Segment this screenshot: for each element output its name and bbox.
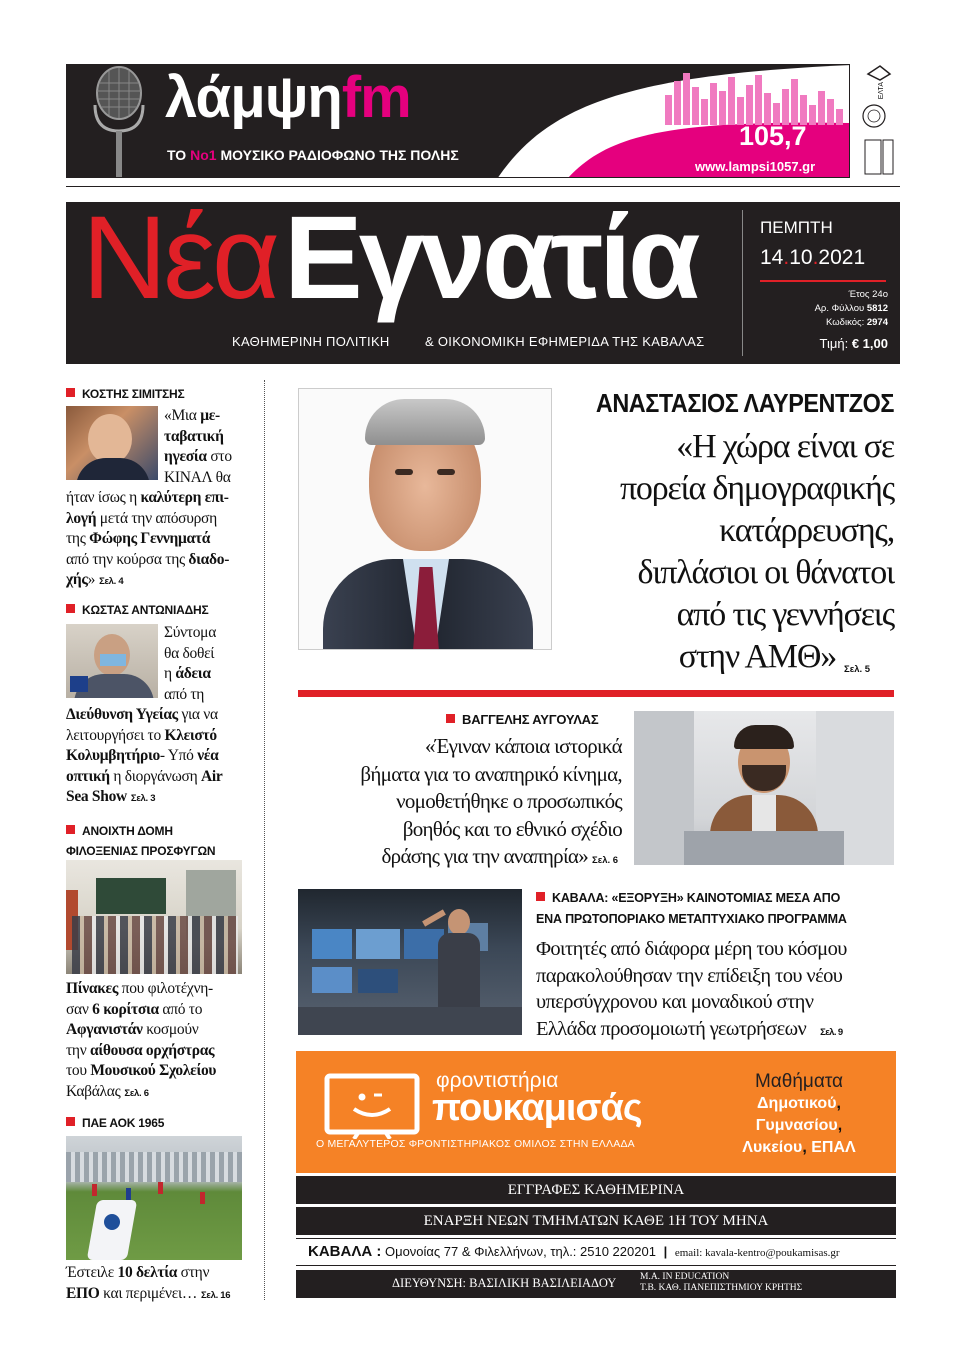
t: «Μια [164, 407, 201, 424]
price-value: € 1,00 [851, 336, 888, 351]
t: μετά την απόσυρση [96, 509, 217, 527]
t: ηγεσία [164, 448, 207, 465]
t: που φιλοτέχνη- [118, 980, 213, 997]
t: στην [177, 1264, 210, 1281]
date-year: 2021 [818, 246, 866, 269]
price-label: Τιμή: [819, 336, 849, 351]
smile-tv-icon [324, 1073, 420, 1139]
date-month: 10 [789, 246, 813, 269]
photo-lavrentzos [298, 388, 552, 650]
t: χής [66, 571, 88, 588]
t: Air [200, 767, 223, 785]
t: και περιμένει… [99, 1284, 198, 1302]
masthead [66, 192, 900, 364]
t: από το [158, 1000, 203, 1018]
kicker-avgoulas-text: ΒΑΓΓΕΛΗΣ ΑΥΓΟΥΛΑΣ [462, 712, 599, 727]
kicker-antoniadis-text: ΚΩΣΤΑΣ ΑΝΤΩΝΙΑΔΗΣ [82, 603, 209, 617]
comma: , [836, 1095, 841, 1112]
kicker-antoniadis [66, 603, 209, 617]
poukamisas-ad[interactable] [296, 1051, 896, 1173]
avgoulas-quote-line: βήματα για το αναπηρικό κίνημα, [360, 761, 622, 786]
t: 10 δελτία [117, 1264, 178, 1281]
ad-address: Ομονοίας 77 & Φιλελλήνων, τηλ.: 2510 220201 [384, 1244, 656, 1259]
t: Καβάλας [66, 1082, 121, 1100]
avgoulas-quote-line: νομοθετήθηκε ο προσωπικός [396, 789, 622, 813]
t: αίθουσα ορχήστρας [90, 1041, 215, 1059]
avgoulas-quote-line: «Έγιναν κάποια ιστορικά [425, 734, 622, 758]
radio-tagline-no1: No1 [190, 147, 217, 163]
radio-frequency: 105,7 [739, 121, 807, 151]
text-refugees[interactable] [66, 979, 258, 1104]
kavala-text-line: Ελλάδα προσομοιωτή γεωτρήσεων [536, 1017, 807, 1040]
text-simitsis[interactable] [66, 406, 256, 593]
comma: , [837, 1117, 843, 1134]
bullet-square [66, 825, 75, 834]
date-dot-1: . [783, 246, 790, 269]
t: Μουσικού Σχολείου [90, 1062, 217, 1079]
t: Φώφης Γεννηματά [89, 530, 211, 547]
kicker-kavala [536, 888, 847, 930]
bullet-square [446, 714, 455, 723]
t: - Υπό [159, 747, 198, 764]
kicker-avgoulas [446, 712, 598, 727]
kicker-kavala-line1: ΚΑΒΑΛΑ: «ΕΞΟΡΥΞΗ» ΚΑΙΝΟΤΟΜΙΑΣ ΜΕΣΑ ΑΠΟ [552, 891, 841, 905]
ad-course-4: ΕΠΑΛ [811, 1139, 856, 1156]
masthead-date [760, 246, 865, 270]
lead-name: ΑΝΑΣΤΑΣΙΟΣ ΛΑΥΡΕΝΤΖΟΣ [595, 388, 894, 418]
photo-refugees [66, 860, 242, 974]
t: κοσμούν [142, 1021, 199, 1038]
kicker-kavala-line2: ΕΝΑ ΠΡΩΤΟΠΟΡΙΑΚΟ ΜΕΤΑΠΤΥΧΙΑΚΟ ΠΡΟΓΡΑΜΜΑ [536, 912, 847, 926]
t: διαδο- [188, 550, 230, 568]
page-ref: Σελ. 4 [99, 576, 124, 587]
code-value: 2974 [866, 317, 888, 328]
text-aok[interactable] [66, 1263, 262, 1306]
avgoulas-quote-line: βοηθός και το εθνικό σχέδιο [402, 816, 622, 841]
lead-quote-line: κατάρρευσης, [719, 512, 894, 549]
photo-aok [66, 1136, 242, 1260]
kicker-simitsis-text: ΚΟΣΤΗΣ ΣΙΜΙΤΣΗΣ [82, 387, 185, 401]
t: οπτική [66, 767, 110, 785]
radio-tagline-post: ΜΟΥΣΙΚΟ ΡΑΔΙΟΦΩΝΟ ΤΗΣ ΠΟΛΗΣ [220, 147, 459, 163]
t: με- [200, 407, 220, 424]
t: Πίνακες [66, 980, 119, 997]
t: Έστειλε [66, 1264, 118, 1281]
radio-brand-fm: fm [341, 65, 411, 130]
photo-avgoulas [634, 711, 894, 865]
ad-course-3: Λυκείου [742, 1139, 803, 1156]
avgoulas-quote-line: δράσης για την αναπηρία» [381, 844, 588, 868]
t: σαν [66, 1000, 93, 1018]
t: λειτουργήσει το [66, 726, 165, 744]
ad-contact: ΚΑΒΑΛΑ : Ομονοίας 77 & Φιλελλήνων, τηλ.: 2510 220201 | email: kavala-kentro@poukamisas.gr [296, 1238, 896, 1266]
ad-course-1: Δημοτικού [757, 1095, 837, 1112]
t: Σύντομα [164, 624, 217, 641]
lead-quote[interactable] [556, 426, 894, 678]
t: άδεια [175, 665, 211, 682]
ad-brand-big: πουκαμισάς [432, 1087, 642, 1129]
radio-ad-banner[interactable] [66, 64, 850, 178]
avgoulas-page-ref: Σελ. 6 [592, 855, 619, 866]
ad-footer [296, 1270, 896, 1298]
date-underline [760, 280, 886, 282]
ad-director: ΔΙΕΥΘΥΝΣΗ: ΒΑΣΙΛΙΚΗ ΒΑΣΙΛΕΙΑΔΟΥ [392, 1276, 617, 1290]
microphone-icon [85, 65, 155, 178]
t: » [87, 571, 96, 588]
postal-marks [860, 64, 898, 178]
ad-brand-small: φροντιστήρια [436, 1069, 559, 1092]
lead-quote-line: πορεία δημογραφικής [619, 470, 894, 507]
t: Κολυμβητήριο [66, 747, 160, 764]
date-dot-2: . [812, 246, 819, 269]
t: για να [177, 706, 218, 723]
equalizer-graphic [665, 69, 843, 125]
lead-red-rule [298, 690, 894, 697]
t: ΚΙΝΑΛ θα [164, 468, 231, 486]
lead-quote-line: «Η χώρα είναι σε [676, 428, 894, 465]
t: την [66, 1041, 91, 1059]
ad-email[interactable]: email: kavala-kentro@poukamisas.gr [674, 1247, 840, 1259]
t: από την κούρσα της [66, 550, 189, 568]
t: ταβατική [164, 427, 224, 445]
page-ref: Σελ. 16 [201, 1289, 231, 1301]
ad-cred-1: M.A. IN EDUCATION [640, 1272, 730, 1282]
photo-kavala [298, 889, 522, 1035]
t: Αφγανιστάν [66, 1021, 143, 1038]
kavala-text-line: Φοιτητές από διάφορα μέρη του κόσμου [536, 938, 847, 960]
lead-quote-line: διπλάσιοι οι θάνατοι [637, 554, 894, 591]
ad-line-1: ΕΓΓΡΑΦΕΣ ΚΑΘΗΜΕΡΙΝΑ [296, 1176, 896, 1204]
code-label: Κωδικός: [826, 317, 865, 328]
t: η [164, 665, 176, 682]
t: Κλειστό [164, 726, 217, 744]
radio-website[interactable]: www.lampsi1057.gr [695, 159, 816, 174]
lead-quote-line: στην ΑΜΘ» [678, 638, 836, 675]
radio-brand: λάμψη [165, 65, 342, 130]
ad-courses-title: Μαθήματα [754, 1071, 844, 1092]
kavala-text-line: παρακολούθησαν την επίδειξη του νέου [536, 964, 843, 987]
masthead-title-egnatia: Εγνατία [284, 192, 697, 324]
t: λογή [66, 509, 97, 527]
year-label: Έτος 24ο [848, 289, 888, 300]
ad-tagline: Ο ΜΕΓΑΛΥΤΕΡΟΣ ΦΡΟΝΤΙΣΤΗΡΙΑΚΟΣ ΟΜΙΛΟΣ ΣΤΗΝ ΕΛΛΑΔΑ [316, 1138, 635, 1150]
bullet-square [66, 1117, 75, 1126]
elta-label: ΕΛΤΑ [878, 82, 885, 100]
lead-page-ref: Σελ. 5 [844, 664, 871, 675]
issue-label: Αρ. Φύλλου [814, 303, 865, 314]
t: η διοργάνωση [109, 767, 201, 785]
t: Sea Show [66, 788, 127, 805]
t: ΕΠΟ [66, 1284, 100, 1302]
issue-value: 5812 [866, 303, 888, 314]
page-ref: Σελ. 3 [130, 793, 156, 804]
top-rule [66, 186, 900, 187]
t: του [66, 1062, 91, 1079]
date-day: 14 [760, 246, 784, 269]
t: νέα [197, 747, 219, 764]
kicker-aok-text: ΠΑΕ ΑΟΚ 1965 [82, 1116, 165, 1130]
t: ήταν ίσως η [66, 489, 141, 506]
ad-line-2: ΕΝΑΡΞΗ ΝΕΩΝ ΤΜΗΜΑΤΩΝ ΚΑΘΕ 1Η ΤΟΥ ΜΗΝΑ [296, 1207, 896, 1235]
lead-quote-line: από τις γεννήσεις [676, 596, 894, 633]
bullet-square [66, 388, 75, 397]
t: 6 κορίτσια [92, 1000, 159, 1018]
sidebar-divider [264, 380, 265, 1300]
kavala-text-line: υπερσύγχρονου και μοναδικού στην [536, 991, 814, 1013]
text-antoniadis[interactable] [66, 623, 258, 810]
kicker-simitsis [66, 387, 184, 401]
kicker-refugees-text: ΑΝΟΙΧΤΗ ΔΟΜΗ ΦΙΛΟΞΕΝΙΑΣ ΠΡΟΣΦΥΓΩΝ [66, 824, 216, 858]
t: της [66, 530, 90, 547]
t: καλύτερη επι- [140, 489, 229, 506]
t: θα δοθεί [164, 644, 215, 662]
ad-city: ΚΑΒΑΛΑ : [308, 1243, 382, 1260]
t: Διεύθυνση Υγείας [66, 706, 178, 723]
kicker-aok [66, 1116, 164, 1130]
masthead-subtitle-right: & ΟΙΚΟΝΟΜΙΚΗ ΕΦΗΜΕΡΙΔΑ ΤΗΣ ΚΑΒΑΛΑΣ [425, 334, 705, 349]
t: στο [206, 448, 232, 465]
bullet-square [66, 604, 75, 613]
masthead-day: ΠΕΜΠΤΗ [760, 218, 833, 237]
masthead-subtitle-left: ΚΑΘΗΜΕΡΙΝΗ ΠΟΛΙΤΙΚΗ [232, 334, 390, 349]
avgoulas-quote[interactable] [296, 733, 622, 871]
page-ref: Σελ. 6 [124, 1087, 149, 1099]
ad-course-2: Γυμνασίου [755, 1117, 838, 1134]
comma: , [802, 1139, 807, 1156]
masthead-divider [742, 210, 743, 356]
ad-cred-2: Τ.Β. ΚΑΘ. ΠΑΝΕΠΙΣΤΗΜΙΟΥ ΚΡΗΤΗΣ [640, 1283, 803, 1293]
kavala-text[interactable] [536, 936, 900, 1046]
masthead-title-nea: Νέα [82, 192, 277, 324]
t: από τη [164, 685, 205, 703]
kavala-page-ref: Σελ. 9 [820, 1026, 843, 1038]
radio-tagline-pre: ΤΟ [167, 147, 187, 163]
bullet-square [536, 892, 545, 901]
